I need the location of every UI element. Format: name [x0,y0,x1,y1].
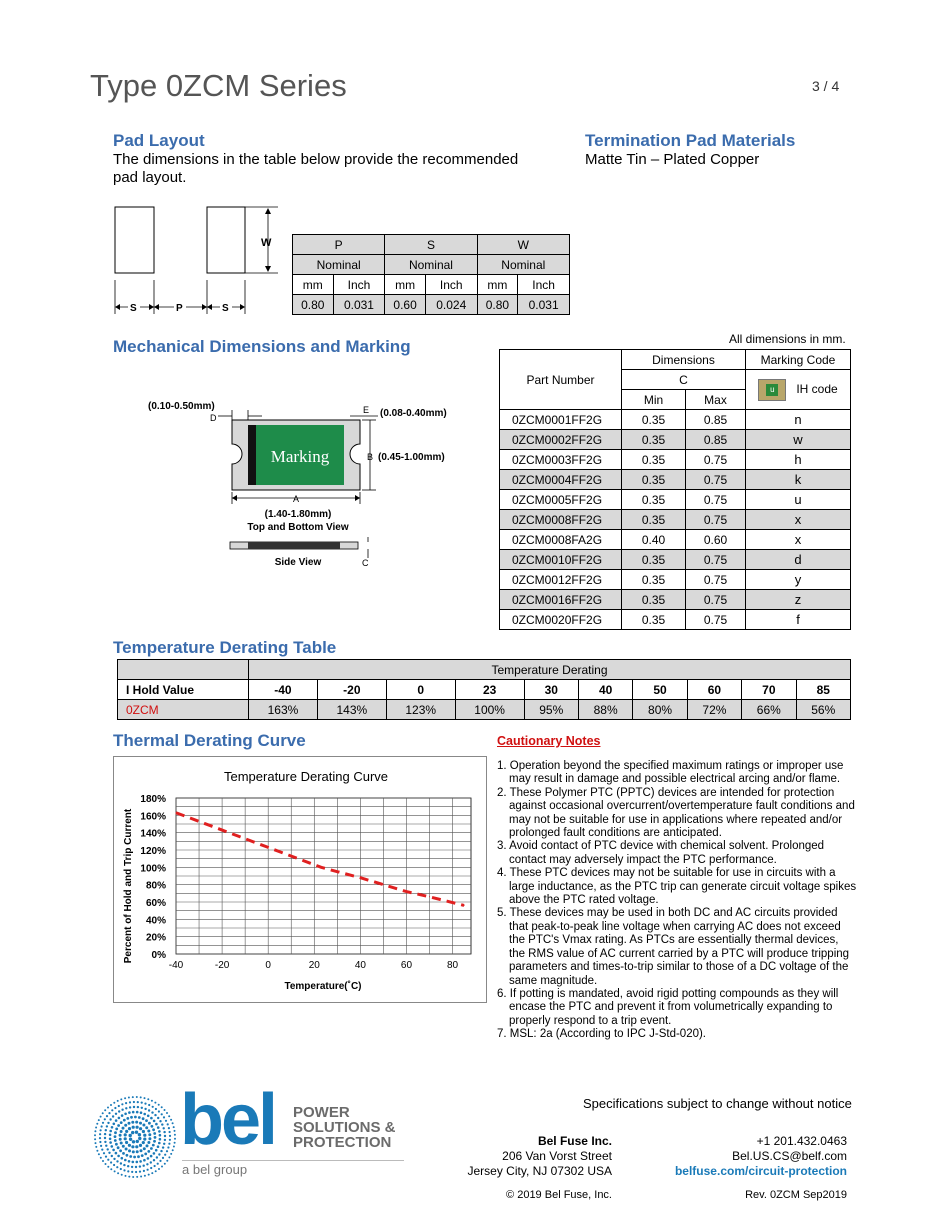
e-range: (0.08-0.40mm) [380,408,447,419]
e-label: E [363,405,370,415]
temp-header: 85 [796,680,850,700]
unit-inch: Inch [425,275,477,295]
bel-globe-icon [92,1095,178,1179]
y-tick-label: 60% [145,898,166,909]
derating-value: 66% [742,700,796,720]
temp-header: -40 [249,680,318,700]
c-min: 0.35 [622,490,686,510]
part-number: 0ZCM0005FF2G [500,490,622,510]
y-tick-label: 120% [140,846,166,857]
d-label: D [210,413,217,423]
c-max: 0.75 [686,470,746,490]
page-number: 3 / 4 [812,78,840,94]
c-min: 0.35 [622,550,686,570]
pad-value: 0.031 [518,295,570,315]
derating-value: 163% [249,700,318,720]
y-tick-label: 100% [140,863,166,875]
dimensions-table [499,349,851,630]
min-header: Min [622,390,686,410]
marking-code: z [746,590,851,610]
termination-heading: Termination Pad Materials [585,131,796,150]
y-tick-label: 160% [140,811,166,823]
marking-code: d [746,550,851,570]
pad-layout-text: The dimensions in the table below provide the recommended pad layout. [113,151,519,186]
company-name: Bel Fuse Inc. [537,1134,612,1148]
data-point [464,905,465,906]
caution-item: 4. These PTC devices may not be suitable for use in circuits with a large inductance, as the PTC trip can generate circuit voltage spikes above the PTC rated voltage. [497,867,857,907]
part-number: 0ZCM0003FF2G [500,450,622,470]
data-point [176,812,177,813]
temp-header: 60 [687,680,741,700]
c-min: 0.35 [622,510,686,530]
part-number: 0ZCM0001FF2G [500,410,622,430]
y-tick-label: 40% [145,915,166,927]
part-number: 0ZCM0012FF2G [500,570,622,590]
col-s: S [385,235,477,255]
table-row [500,590,851,610]
ih-code-cell [746,370,851,410]
caution-heading: Cautionary Notes [497,734,601,748]
x-tick-label: 60 [400,960,413,971]
revision: Rev. 0ZCM Sep2019 [745,1189,847,1201]
x-tick-label: 40 [354,960,366,971]
thermal-heading: Thermal Derating Curve [113,731,306,750]
series-label: 0ZCM [118,700,249,720]
copyright: © 2019 Bel Fuse, Inc. [506,1189,612,1201]
a-label: A [292,494,300,504]
b-range: (0.45-1.00mm) [378,452,445,463]
pad-layout-table [292,234,570,315]
c-min: 0.35 [622,450,686,470]
ih-code-label: IH code [796,381,838,396]
caution-item: 2. These Polymer PTC (PPTC) devices are intended for protection against occasional overcurrent/overtemperature fault conditions and may not be suitable for use in applications where repeated and/or prolonged fault conditions are anticipated. [497,786,855,840]
logo-subtitle: a bel group [182,1162,248,1177]
caution-item: 5. These devices may be used in both DC and AC circuits provided that peak-to-peak line voltage when carrying AC does not exceed the PTC's Vmax rating. As PTCs are essentially thermal devices, the RMS value of AC current carried by a PTC will produce tripping parameters and times-to-trip similar to those of a DC voltage of the same magnitude. [497,907,850,987]
derating-corner [118,660,249,680]
table-row [500,430,851,450]
dimensions-note: All dimensions in mm. [729,332,846,346]
max-header: Max [686,390,746,410]
part-number: 0ZCM0004FF2G [500,470,622,490]
part-number: 0ZCM0020FF2G [500,610,622,630]
caution-notes [497,760,857,1042]
derating-heading: Temperature Derating Table [113,638,337,657]
marking-text: Marking [270,447,330,466]
nominal-label: Nominal [385,255,477,275]
logo-tagline: POWER SOLUTIONS & PROTECTION [293,1104,396,1151]
x-tick-label: -40 [168,960,184,971]
b-label: B [367,452,374,462]
page-title: Type 0ZCM Series [90,68,347,103]
pad-right [207,207,245,273]
c-min: 0.35 [622,430,686,450]
unit-inch: Inch [333,275,385,295]
spec-note: Specifications subject to change without notice [583,1096,852,1111]
data-point [268,847,269,848]
c-max: 0.60 [686,530,746,550]
table-row [500,550,851,570]
data-point [337,871,338,872]
y-tick-label: 80% [145,880,166,892]
temp-header: 40 [578,680,632,700]
phone: +1 201.432.0463 [756,1134,847,1148]
marking-code-header: Marking Code [746,350,851,370]
y-tick-label: 140% [140,828,166,840]
pad-layout-heading: Pad Layout [113,131,205,150]
mechanical-drawing [140,392,470,577]
c-min: 0.35 [622,610,686,630]
temp-header: -20 [317,680,386,700]
table-row [500,510,851,530]
pad-value: 0.024 [425,295,477,315]
derating-table [117,659,851,720]
data-point [406,891,407,892]
chart-xlabel: Temperature(˚C) [284,981,362,992]
pad-value: 0.031 [333,295,385,315]
s-label-right: S [222,303,229,314]
c-min: 0.40 [622,530,686,550]
marking-code: h [746,450,851,470]
caution-item: 6. If potting is mandated, avoid rigid potting compounds as they will encase the PTC and prevent it from volumetrically expanding to properly respond to a trip event. [497,987,839,1027]
side-view-label: Side View [274,557,322,568]
table-row [500,570,851,590]
bel-logo-text: bel [180,1080,276,1160]
dimensions-header: Dimensions [622,350,746,370]
derating-value: 56% [796,700,850,720]
c-max: 0.75 [686,550,746,570]
s-label-left: S [130,303,137,314]
chart-ylabel: Percent of Hold and Trip Current [123,808,134,964]
x-tick-label: 0 [265,960,271,971]
c-max: 0.75 [686,590,746,610]
part-number: 0ZCM0010FF2G [500,550,622,570]
derating-value: 88% [578,700,632,720]
caution-item: 1. Operation beyond the specified maximum ratings or improper use may result in damage and possible electrical arcing and/or flame. [497,760,844,786]
table-row [500,610,851,630]
pad-value: 0.80 [293,295,334,315]
table-row [500,490,851,510]
pad-left [115,207,154,273]
email-link[interactable]: Bel.US.CS@belf.com [732,1149,847,1163]
pad-value: 0.60 [385,295,426,315]
c-min: 0.35 [622,590,686,610]
marking-code: y [746,570,851,590]
w-label: W [261,237,272,249]
c-max: 0.75 [686,610,746,630]
company-contact [645,1134,847,1179]
pad-layout-diagram [108,200,288,320]
temp-header: 23 [455,680,524,700]
marking-code: x [746,530,851,550]
data-point [429,896,430,897]
data-point [383,884,384,885]
ihold-label: I Hold Value [118,680,249,700]
c-min: 0.35 [622,470,686,490]
marking-code: n [746,410,851,430]
marking-code: u [746,490,851,510]
c-max: 0.75 [686,490,746,510]
derating-value: 100% [455,700,524,720]
marking-code: x [746,510,851,530]
termination-text: Matte Tin – Plated Copper [585,151,760,168]
derating-group-header: Temperature Derating [249,660,851,680]
unit-inch: Inch [518,275,570,295]
d-range: (0.10-0.50mm) [148,401,215,412]
part-number: 0ZCM0016FF2G [500,590,622,610]
c-label: C [362,558,369,568]
c-max: 0.75 [686,570,746,590]
y-tick-label: 0% [151,950,166,961]
col-w: W [477,235,569,255]
derating-chart [113,756,487,1003]
website-link[interactable]: belfuse.com/circuit-protection [674,1164,847,1178]
c-max: 0.75 [686,450,746,470]
marking-code: k [746,470,851,490]
data-point [360,877,361,878]
pad-value: 0.80 [477,295,518,315]
part-number: 0ZCM0002FF2G [500,430,622,450]
table-row [500,410,851,430]
unit-mm: mm [477,275,518,295]
derating-value: 123% [386,700,455,720]
temp-header: 30 [524,680,578,700]
marking-code: f [746,610,851,630]
part-number: 0ZCM0008FF2G [500,510,622,530]
c-max: 0.75 [686,510,746,530]
table-row [500,530,851,550]
unit-mm: mm [385,275,426,295]
company-address [460,1134,612,1179]
address-line-2: Jersey City, NJ 07302 USA [467,1164,612,1178]
temp-header: 70 [742,680,796,700]
y-tick-label: 180% [140,794,166,805]
ih-chip-icon: u [758,379,786,401]
nominal-label: Nominal [477,255,569,275]
top-view-label: Top and Bottom View [247,522,349,533]
caution-item: 3. Avoid contact of PTC device with chemical solvent. Prolonged contact may adversely impact the PTC performance. [497,840,825,866]
derating-value: 95% [524,700,578,720]
temp-header: 50 [633,680,687,700]
a-range: (1.40-1.80mm) [264,509,332,520]
c-max: 0.85 [686,430,746,450]
table-row [500,470,851,490]
c-max: 0.85 [686,410,746,430]
col-p: P [293,235,385,255]
data-point [222,830,223,831]
x-tick-label: -20 [214,960,230,971]
x-tick-label: 20 [308,960,320,971]
y-tick-label: 20% [145,932,166,944]
derating-value: 72% [687,700,741,720]
table-row [500,450,851,470]
caution-item: 7. MSL: 2a (According to IPC J-Std-020). [497,1028,707,1041]
marking-code: w [746,430,851,450]
part-number-header: Part Number [500,350,622,410]
c-header: C [622,370,746,390]
temp-header: 0 [386,680,455,700]
address-line-1: 206 Van Vorst Street [502,1149,612,1163]
part-number: 0ZCM0008FA2G [500,530,622,550]
p-label: P [176,303,183,314]
mechanical-heading: Mechanical Dimensions and Marking [113,337,411,356]
nominal-label: Nominal [293,255,385,275]
data-point [321,867,322,868]
c-min: 0.35 [622,410,686,430]
c-min: 0.35 [622,570,686,590]
derating-value: 80% [633,700,687,720]
derating-value: 143% [317,700,386,720]
unit-mm: mm [293,275,334,295]
x-tick-label: 80 [447,960,459,971]
chart-title: Temperature Derating Curve [223,769,389,784]
